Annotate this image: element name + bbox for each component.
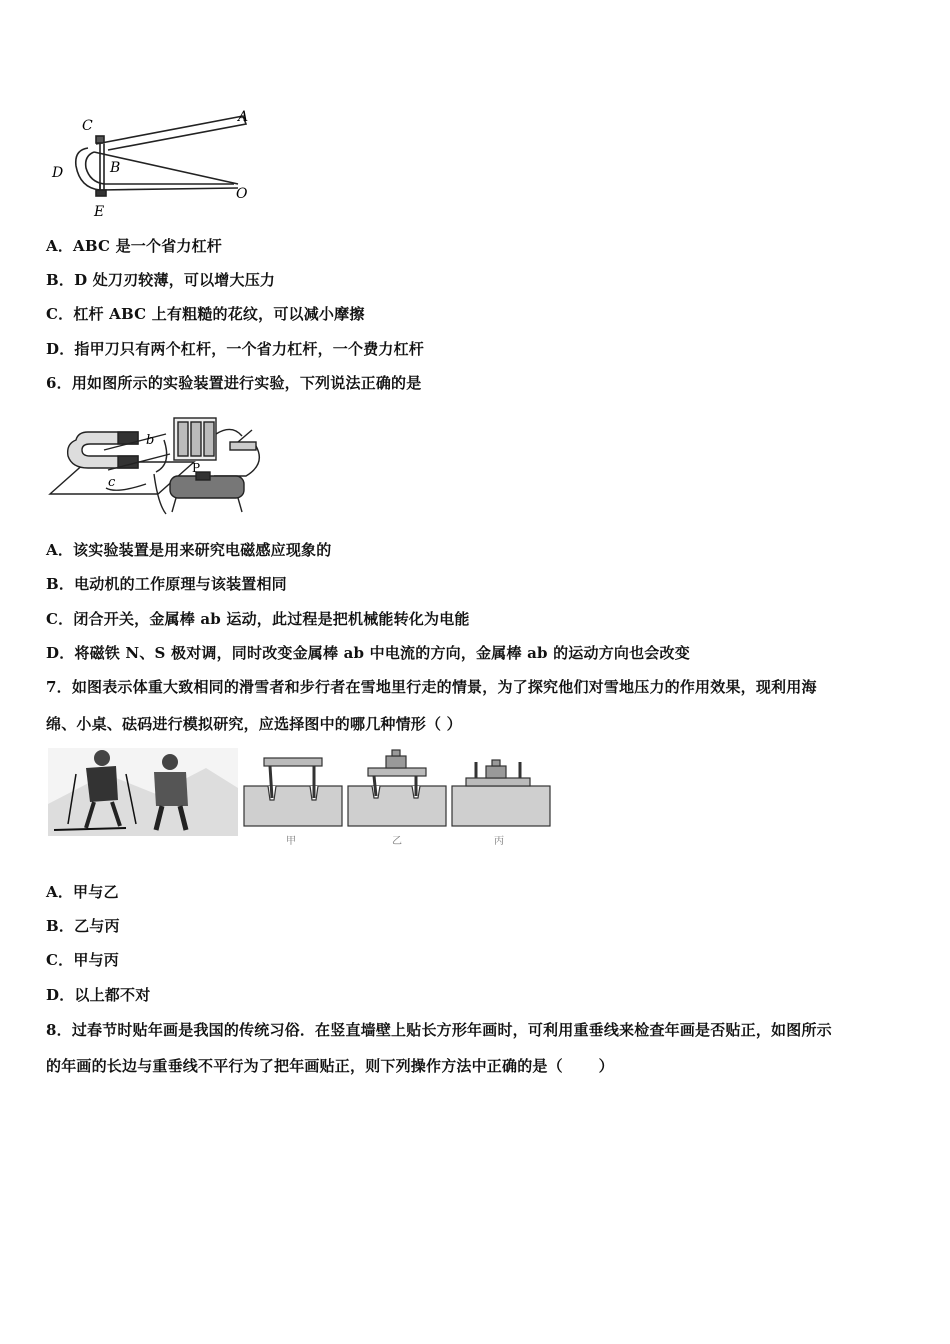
q7-stem-line2: 绵、小桌、砝码进行模拟研究，应选择图中的哪几种情形（ ）	[46, 715, 462, 733]
q5-option-c: C．杠杆 ABC 上有粗糙的花纹，可以减小摩擦	[46, 305, 365, 323]
label-c: C	[82, 118, 93, 134]
pressure-experiment-figure	[46, 744, 552, 848]
label-b: B	[110, 160, 121, 176]
label-e: E	[94, 204, 105, 220]
q7-option-a: A．甲与乙	[46, 883, 119, 901]
q8-stem-line2: 的年画的长边与重垂线不平行为了把年画贴正，则下列操作方法中正确的是（ ）	[46, 1057, 614, 1075]
q7-option-c: C．甲与丙	[46, 951, 119, 969]
q6-option-a: A．该实验装置是用来研究电磁感应现象的	[46, 541, 332, 559]
label-yi: 乙	[392, 836, 402, 847]
q5-option-d: D．指甲刀只有两个杠杆，一个省力杠杆，一个费力杠杆	[46, 340, 425, 358]
q7-option-d: D．以上都不对	[46, 986, 151, 1004]
motor-experiment-figure	[46, 404, 272, 528]
label-p-slider: P	[192, 461, 201, 475]
q6-option-b: B．电动机的工作原理与该装置相同	[46, 575, 287, 593]
q7-option-b: B．乙与丙	[46, 917, 120, 935]
label-bing: 丙	[494, 836, 504, 847]
label-jia: 甲	[286, 836, 296, 847]
q6-option-c: C．闭合开关，金属棒 ab 运动，此过程是把机械能转化为电能	[46, 610, 470, 628]
label-b-rod: b	[146, 433, 155, 448]
label-d: D	[52, 165, 64, 181]
label-o: O	[236, 186, 248, 202]
label-c-rail: c	[108, 475, 116, 490]
q6-option-d: D．将磁铁 N、S 极对调，同时改变金属棒 ab 中电流的方向，金属棒 ab 的运动方向也会改变	[46, 644, 690, 662]
q5-option-b: B．D 处刀刃较薄，可以增大压力	[46, 271, 276, 289]
q5-option-a: A．ABC 是一个省力杠杆	[46, 237, 222, 255]
snow-scene-illustration	[48, 748, 238, 836]
q8-stem-line1: 8．过春节时贴年画是我国的传统习俗．在竖直墙壁上贴长方形年画时，可利用重垂线来检查年画是否贴正，如图所示	[46, 1021, 832, 1039]
q7-stem-line1: 7．如图表示体重大致相同的滑雪者和步行者在雪地里行走的情景，为了探究他们对雪地压力的作用效果，现利用海	[46, 678, 817, 696]
label-a: A	[238, 109, 249, 125]
q6-stem: 6．用如图所示的实验装置进行实验，下列说法正确的是	[46, 374, 422, 392]
nail-clipper-figure	[48, 104, 258, 222]
